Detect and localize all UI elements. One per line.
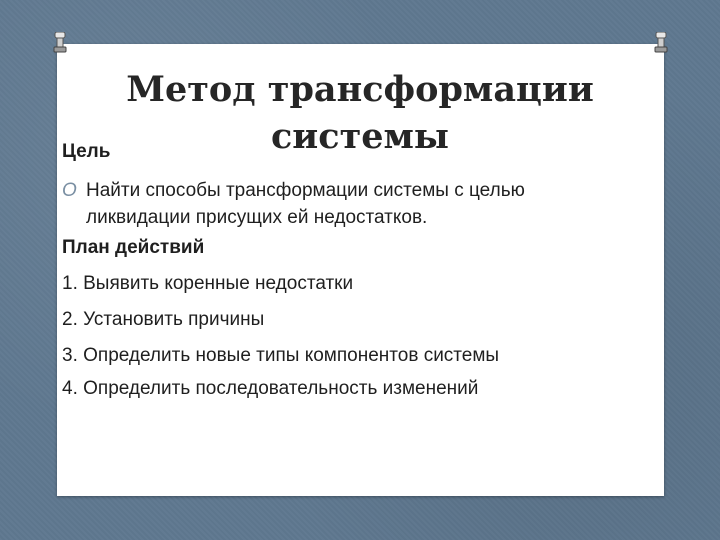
goal-text-line2: ликвидации присущих ей недостатков. — [86, 207, 428, 228]
slide-title-line2: системы — [270, 116, 450, 157]
plan-step: 4. Определить последовательность изменений — [62, 378, 479, 399]
bullet-marker: O — [62, 180, 77, 201]
pushpin-icon — [53, 32, 67, 54]
plan-step: 1. Выявить коренные недостатки — [62, 273, 354, 294]
slide-title-line1: Метод трансформации — [126, 69, 594, 110]
plan-step: 2. Установить причины — [62, 309, 265, 330]
goal-text-line1: Найти способы трансформации системы с целью — [86, 180, 525, 201]
plan-step: 3. Определить новые типы компонентов системы — [62, 345, 500, 366]
goal-heading: Цель — [62, 141, 111, 162]
plan-heading: План действий — [62, 237, 205, 258]
pushpin-icon — [654, 32, 668, 54]
slide-paper — [57, 44, 664, 496]
